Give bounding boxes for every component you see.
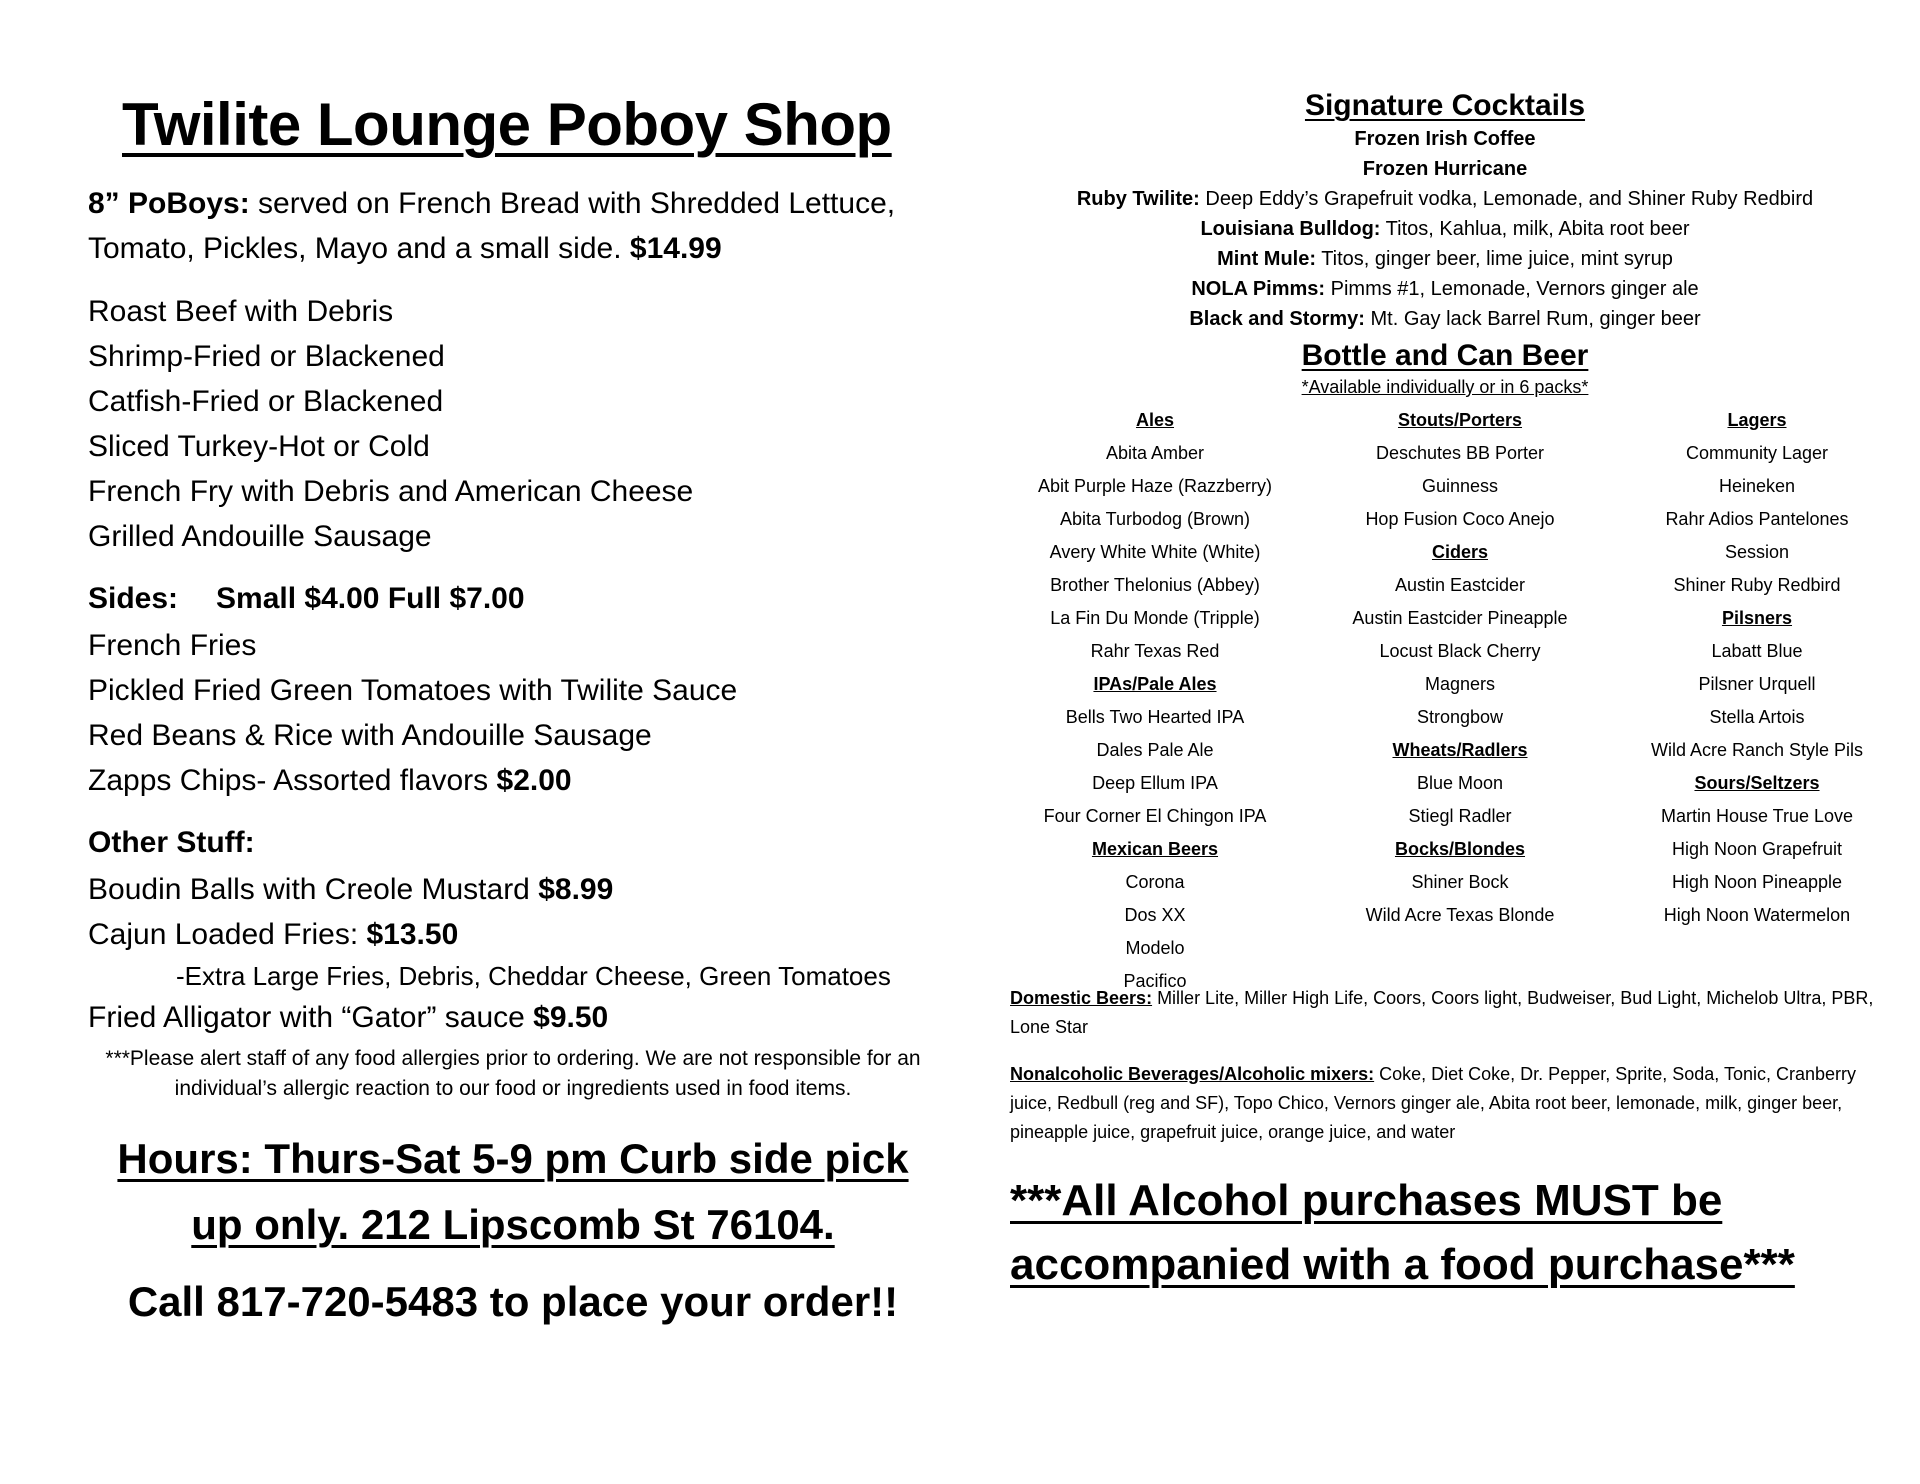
beer-item: Guinness: [1421, 476, 1499, 496]
page-title: Twilite Lounge Poboy Shop: [122, 91, 892, 158]
alcohol-warning: ***All Alcohol purchases MUST be accompanied with a food purchase***: [1010, 1176, 1795, 1289]
beer-item: Community Lager: [1685, 443, 1829, 463]
cocktail-desc: Titos, ginger beer, lime juice, mint syrup: [1316, 248, 1673, 270]
side-item: Red Beans & Rice with Andouille Sausage: [88, 719, 652, 752]
other-item-cajun: [88, 912, 938, 957]
beer-item: Abit Purple Haze (Razzberry): [1037, 476, 1273, 496]
beer-category: Ales: [1135, 410, 1175, 430]
poboy-item: Grilled Andouille Sausage: [88, 520, 432, 553]
gator-price: $9.50: [533, 1001, 609, 1034]
beer-item: La Fin Du Monde (Tripple): [1050, 608, 1260, 628]
cocktail-desc: Deep Eddy’s Grapefruit vodka, Lemonade, and Shiner Ruby Redbird: [1199, 188, 1814, 210]
other-heading: Other Stuff:: [88, 826, 255, 859]
beer-column-3: [1612, 404, 1902, 932]
beer-item: Abita Turbodog (Brown): [1059, 509, 1251, 529]
beer-item: Stiegl Radler: [1408, 806, 1512, 826]
beer-item: Brother Thelonius (Abbey): [1050, 575, 1260, 595]
poboy-item: Roast Beef with Debris: [88, 295, 394, 328]
other-item-boudin: [88, 867, 938, 912]
nonalc-text: Coke, Diet Coke, Dr. Pepper, Sprite, Soda, Tonic, Cranberry juice, Redbull (reg and SF), Topo Chico, Vernors ginger ale, Abita root beer, lemonade, milk, ginger beer, pineapple juice, grapefruit juice, orange juice, and water: [1010, 1064, 1857, 1142]
drinks-menu-column: [1010, 88, 1880, 1297]
cocktail-name: Louisiana Bulldog:: [1200, 218, 1381, 240]
beer-item: Pacifico: [1123, 971, 1187, 991]
cocktail-item: [1010, 184, 1880, 214]
beer-item: Wild Acre Ranch Style Pils: [1650, 740, 1864, 760]
poboys-label: 8” PoBoys:: [88, 187, 250, 220]
beer-item: Corona: [1125, 872, 1185, 892]
beer-category: Ciders: [1431, 542, 1489, 562]
side-item: Pickled Fried Green Tomatoes with Twilite Sauce: [88, 674, 738, 707]
beer-item: High Noon Watermelon: [1663, 905, 1851, 925]
cocktail-name: NOLA Pimms:: [1191, 278, 1326, 300]
cocktail-desc: Pimms #1, Lemonade, Vernors ginger ale: [1325, 278, 1699, 300]
poboys-list: [88, 289, 938, 559]
beer-item: Blue Moon: [1416, 773, 1504, 793]
beer-item: Shiner Ruby Redbird: [1673, 575, 1841, 595]
beer-item: Bells Two Hearted IPA: [1065, 707, 1245, 727]
boudin-price: $8.99: [538, 873, 614, 906]
nonalcoholic-mixers: [1010, 1060, 1880, 1147]
beer-item: Hop Fusion Coco Anejo: [1365, 509, 1555, 529]
cocktail-item: [1010, 154, 1880, 184]
beer-column-1: [1010, 404, 1300, 998]
poboy-item: French Fry with Debris and American Cheese: [88, 475, 694, 508]
beer-item: Shiner Bock: [1411, 872, 1509, 892]
beer-item: Austin Eastcider Pineapple: [1352, 608, 1568, 628]
sides-prices: Small $4.00 Full $7.00: [216, 582, 525, 615]
sides-section: [88, 575, 938, 803]
domestic-text: Miller Lite, Miller High Life, Coors, Coors light, Budweiser, Bud Light, Michelob Ultra, PBR, Lone Star: [1010, 988, 1874, 1037]
beer-item: High Noon Pineapple: [1671, 872, 1843, 892]
allergy-notice: ***Please alert staff of any food allergies prior to ordering. We are not responsible for an individual’s allergic reaction to our food or ingredients used in food items.: [105, 1047, 921, 1100]
cocktail-name: Black and Stormy:: [1189, 308, 1365, 330]
beer-item: Wild Acre Texas Blonde: [1365, 905, 1555, 925]
beer-item: High Noon Grapefruit: [1671, 839, 1843, 859]
cocktail-list: [1010, 124, 1880, 334]
cocktail-name: Mint Mule:: [1217, 248, 1317, 270]
cocktail-item: [1010, 304, 1880, 334]
beer-category: Mexican Beers: [1091, 839, 1219, 859]
beer-note: *Available individually or in 6 packs*: [1301, 377, 1589, 397]
beer-item: Dales Pale Ale: [1096, 740, 1214, 760]
beer-category: Pilsners: [1721, 608, 1793, 628]
other-section: [88, 819, 938, 1040]
beer-item: Strongbow: [1416, 707, 1504, 727]
cocktail-item: [1010, 274, 1880, 304]
cocktail-name: Frozen Hurricane: [1362, 158, 1528, 180]
poboys-description: [88, 181, 938, 271]
beer-column-2: [1315, 404, 1605, 932]
cocktail-item: [1010, 214, 1880, 244]
poboys-price: $14.99: [629, 232, 722, 265]
beer-item: Rahr Texas Red: [1090, 641, 1220, 661]
side-item: French Fries: [88, 629, 257, 662]
beer-category: Stouts/Porters: [1397, 410, 1523, 430]
zapps-price: $2.00: [496, 764, 572, 797]
beer-item: Avery White White (White): [1049, 542, 1261, 562]
cocktail-name: Ruby Twilite:: [1076, 188, 1200, 210]
beer-item: Austin Eastcider: [1394, 575, 1526, 595]
beer-item: Session: [1724, 542, 1790, 562]
poboys-desc-text: served on French Bread with Shredded Lettuce, Tomato, Pickles, Mayo and a small side.: [88, 187, 896, 265]
sides-heading: [88, 575, 938, 623]
zapps-text: Zapps Chips- Assorted flavors: [88, 764, 497, 797]
cocktail-desc: Mt. Gay lack Barrel Rum, ginger beer: [1364, 308, 1701, 330]
cocktail-item: [1010, 244, 1880, 274]
hours-address: Hours: Thurs-Sat 5-9 pm Curb side pick up only. 212 Lipscomb St 76104.: [117, 1135, 909, 1248]
beer-category: Wheats/Radlers: [1392, 740, 1528, 760]
cocktails-heading: Signature Cocktails: [1304, 89, 1586, 122]
beer-item: Labatt Blue: [1711, 641, 1803, 661]
beer-item: Stella Artois: [1709, 707, 1805, 727]
poboy-item: Sliced Turkey-Hot or Cold: [88, 430, 430, 463]
beer-item: Deep Ellum IPA: [1092, 773, 1218, 793]
cocktail-name: Frozen Irish Coffee: [1354, 128, 1536, 150]
cajun-text: Cajun Loaded Fries:: [88, 918, 367, 951]
beer-category: Lagers: [1727, 410, 1787, 430]
beer-item: Rahr Adios Pantelones: [1665, 509, 1849, 529]
beer-category: Sours/Seltzers: [1694, 773, 1820, 793]
cajun-price: $13.50: [366, 918, 459, 951]
poboy-item: Shrimp-Fried or Blackened: [88, 340, 445, 373]
poboy-item: Catfish-Fried or Blackened: [88, 385, 444, 418]
beer-item: Modelo: [1125, 938, 1185, 958]
beer-category: IPAs/Pale Ales: [1093, 674, 1217, 694]
beer-item: Martin House True Love: [1660, 806, 1854, 826]
food-menu-column: [88, 90, 938, 1332]
cocktail-desc: Titos, Kahlua, milk, Abita root beer: [1380, 218, 1690, 240]
nonalc-label: Nonalcoholic Beverages/Alcoholic mixers:: [1010, 1064, 1375, 1084]
domestic-label: Domestic Beers:: [1010, 988, 1153, 1008]
call-to-order: Call 817-720-5483 to place your order!!: [127, 1278, 899, 1325]
beer-item: Four Corner El Chingon IPA: [1043, 806, 1267, 826]
beer-item: Heineken: [1718, 476, 1796, 496]
beer-list: [1010, 404, 1880, 991]
beer-item: Dos XX: [1124, 905, 1186, 925]
beer-item: Locust Black Cherry: [1379, 641, 1541, 661]
beer-item: Pilsner Urquell: [1698, 674, 1816, 694]
beer-category: Bocks/Blondes: [1394, 839, 1526, 859]
boudin-text: Boudin Balls with Creole Mustard: [88, 873, 539, 906]
beer-item: Abita Amber: [1105, 443, 1205, 463]
sides-label: Sides:: [88, 582, 179, 615]
beer-heading: Bottle and Can Beer: [1301, 339, 1589, 372]
gator-text: Fried Alligator with “Gator” sauce: [88, 1001, 534, 1034]
beer-item: Magners: [1424, 674, 1496, 694]
beer-item: Deschutes BB Porter: [1375, 443, 1545, 463]
cajun-sub-description: -Extra Large Fries, Debris, Cheddar Cheese, Green Tomatoes: [176, 961, 891, 991]
cocktail-item: [1010, 124, 1880, 154]
side-item-zapps: [88, 758, 938, 803]
other-item-gator: [88, 995, 938, 1040]
